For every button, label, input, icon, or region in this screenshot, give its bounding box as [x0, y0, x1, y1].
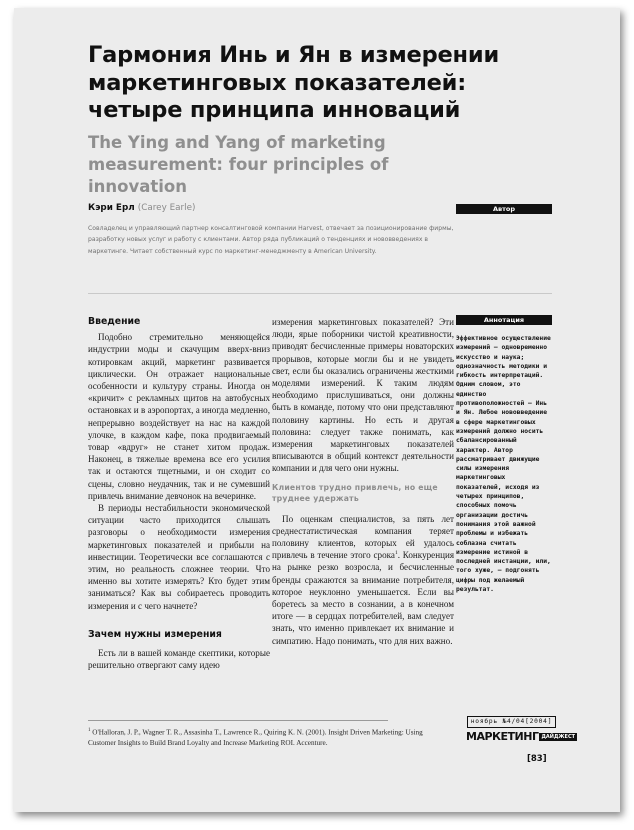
paragraph: Есть ли в вашей команде скептики, которые решительно отвергают саму идею [88, 648, 270, 671]
magazine-logo [466, 730, 577, 743]
abstract-tag: Аннотация [456, 315, 552, 325]
heading-introduction: Введение [88, 316, 141, 327]
subheading-clients: Клиентов трудно привлечь, но еще труднее удержать [272, 482, 438, 503]
paragraph-text: По оценкам специалистов, за пять лет среднестатистическая компания теряет половину клиентов, которых ей удалось привлечь в течение этого срока [272, 513, 454, 561]
title-russian: Гармония Инь и Ян в измерении маркетинговых показателей: четыре принципа инноваций [88, 42, 500, 123]
footnote-ref[interactable]: 1 [394, 550, 398, 557]
author-name-en: (Carey Earle) [137, 203, 196, 213]
document-page [14, 8, 620, 812]
abstract-text: Эффективное осуществление измерений — одновременно искусство и наука; однозначность методики и гибкость интерпретаций. Одним словом, это единство противоположностей — Инь и Ян. Любое нововведение в сфере маркетинговых измерений должно носить сбалансированный характер. Автор рассматривает движущие силы измерения маркетинговых показателей, исходя из четырех принципов, способных помочь организации достичь понимания этой важной проблемы и избежать соблазна считать измерение истиной в последней инстанции, или, того хуже, — подгонять цифры под желаемый результат. [456, 335, 551, 594]
author-name-ru: Кэри Ерл [88, 203, 135, 213]
heading-why-measure: Зачем нужны измерения [88, 628, 222, 640]
text-column-1 [88, 316, 270, 671]
author-tag: Автор [456, 204, 552, 214]
footnote-text: O'Halloran, J. P., Wagner T. R., Assasinha T., Lawrence R., Quiring K. N. (2001). Insight Driven Marketing: Using Customer Insights to Build Brand Loyalty and Increase Marketing ROI. Accenture. [88, 728, 423, 747]
page-number: [83] [527, 754, 547, 764]
paragraph: Подобно стремительно меняющейся индустрии моды и скачущим вверх-вниз котировкам акций, маркетинг развивается циклически. Он отражает национальные особенности и культуру страны. Иногда он «кричит» с рекламных щитов на автобусных остановках и в аэропортах, а иногда медленно, непрерывно воздействует на нас на каждой улочке, в каждом кафе, пока продвигаемый товар «вдруг» не станет хитом продаж. Наконец, в тяжелые времена все его усилия так и остаются тщетными, и он сходит со сцены, словно неудачник, так и не сумевший привлечь внимание девчонок на вечеринке. [88, 332, 270, 501]
paragraph: В периоды нестабильности экономической ситуации часто приходится слышать разговоры о необходимости измерения маркетинговых показателей и прибыли на инвестиции. Теоретически все соглашаются с этим, но реальность сложнее теории. Что именно вы хотите измерять? Кто будет этим заниматься? Как вы собираетесь проводить измерения и с чего начнете? [88, 503, 270, 611]
footnote [88, 726, 428, 748]
paragraph: измерения маркетинговых показателей? Эти люди, ярые поборники чистой креативности, приводят бесчисленные примеры новаторских прорывов, которые могли бы и не увидеть свет, если бы оказались ограничены жесткими моделями измерений. К таким людям необходимо прислушиваться, они должны быть в команде, потому что они представляют половину картины. Но есть и другая половина: следует также понимать, как измерения маркетинговых показателей вписываются в общий контекст деятельности компании и для чего они нужны. [272, 317, 454, 474]
header-divider [88, 293, 552, 294]
author-bio: Совладелец и управляющий партнер консалтинговой компании Harvest, отвечает за позиционирование фирмы, разработку новых услуг и работу с клиентами. Автор ряда публикаций о тенденциях и нововведениях в маркетинге. Читает собственный курс по маркетинг-менеджменту в American University. [88, 225, 454, 255]
author-line [88, 203, 195, 213]
title-english: The Ying and Yang of marketing measurement: four principles of innovation [88, 133, 389, 196]
issue-label: ноябрь №4/04[2004] [467, 716, 556, 728]
footnote-divider [88, 720, 388, 721]
footnote-number: 1 [88, 728, 91, 733]
paragraph [272, 513, 454, 647]
magazine-name: МАРКЕТИНГ [466, 730, 539, 743]
magazine-sub: ДАЙДЖЕСТ [541, 734, 576, 740]
text-column-2 [272, 316, 454, 647]
paragraph-text-cont: . Конкуренция на рынке резко возросла, и бесчисленные бренды сражаются за внимание потребителя, которое неуклонно уменьшается. Если вы боретесь за место в сознании, а в конечном итоге — в сердцах потребителей, вам следует знать, что именно привлекает их внимание и симпатию. Надо понимать, что для них важно. [272, 550, 454, 646]
